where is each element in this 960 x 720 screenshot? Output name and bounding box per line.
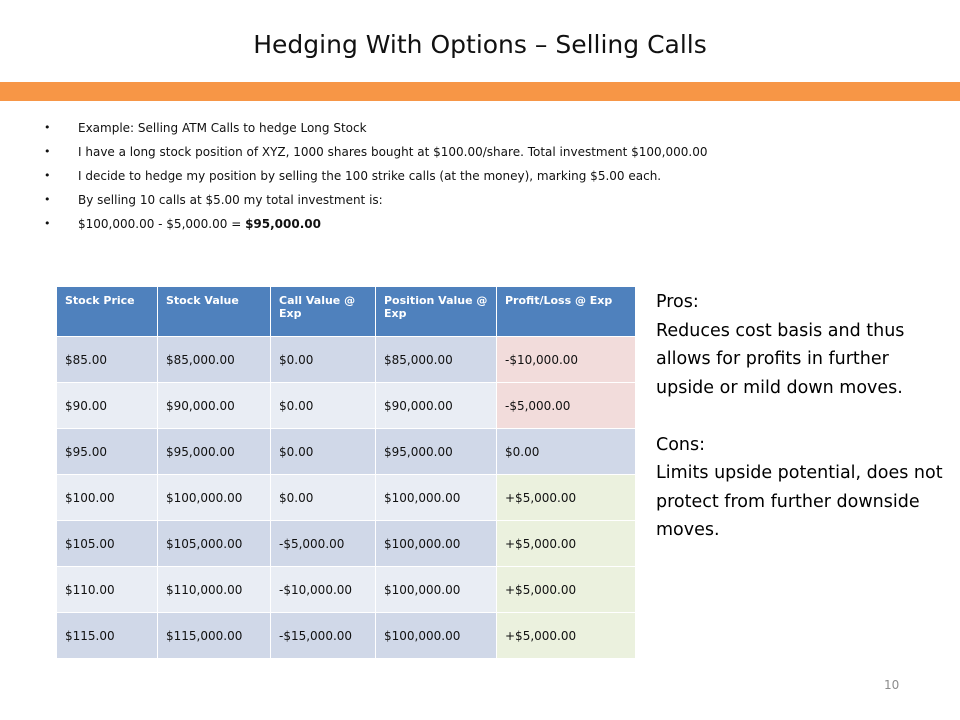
table-cell: $90,000.00 xyxy=(158,383,271,429)
column-header: Profit/Loss @ Exp xyxy=(497,287,636,337)
table-cell: $100,000.00 xyxy=(376,567,497,613)
table-cell: -$15,000.00 xyxy=(271,613,376,659)
table-row xyxy=(57,613,636,659)
table-cell: $90,000.00 xyxy=(376,383,497,429)
bullet-text: By selling 10 calls at $5.00 my total investment is: xyxy=(78,193,383,207)
table-cell: $110.00 xyxy=(57,567,158,613)
pros-heading: Pros: xyxy=(656,292,699,312)
table-cell: $100,000.00 xyxy=(376,613,497,659)
cons-text: Limits upside potential, does not protect from further downside moves. xyxy=(656,463,943,540)
table-cell: $100,000.00 xyxy=(376,521,497,567)
table-cell: $100,000.00 xyxy=(376,475,497,521)
bullet-item xyxy=(44,166,924,190)
profit-loss-cell: +$5,000.00 xyxy=(497,567,636,613)
table-cell: $0.00 xyxy=(271,383,376,429)
bullet-bold-total: $95,000.00 xyxy=(245,217,321,231)
bullet-text: Example: Selling ATM Calls to hedge Long Stock xyxy=(78,121,367,135)
bullet-item xyxy=(44,142,924,166)
bullet-dot-icon: • xyxy=(44,169,51,182)
table-cell: $95.00 xyxy=(57,429,158,475)
table-cell: $95,000.00 xyxy=(158,429,271,475)
profit-loss-cell: +$5,000.00 xyxy=(497,475,636,521)
slide-title: Hedging With Options – Selling Calls xyxy=(253,30,707,59)
table-cell: -$5,000.00 xyxy=(271,521,376,567)
table-row xyxy=(57,383,636,429)
profit-loss-cell: $0.00 xyxy=(497,429,636,475)
table-cell: $115.00 xyxy=(57,613,158,659)
table-row xyxy=(57,567,636,613)
bullet-text: I decide to hedge my position by selling the 100 strike calls (at the money), marking $5.00 each. xyxy=(78,169,662,183)
table-cell: $115,000.00 xyxy=(158,613,271,659)
bullet-item xyxy=(44,190,924,214)
table-cell: $0.00 xyxy=(271,337,376,383)
profit-loss-cell: -$5,000.00 xyxy=(497,383,636,429)
table-cell: $95,000.00 xyxy=(376,429,497,475)
table-row xyxy=(57,521,636,567)
table-cell: $0.00 xyxy=(271,475,376,521)
accent-bar xyxy=(0,82,960,101)
bullet-text: $100,000.00 - $5,000.00 = xyxy=(78,217,246,231)
table-cell: $100.00 xyxy=(57,475,158,521)
table-cell: $105,000.00 xyxy=(158,521,271,567)
bullet-text: I have a long stock position of XYZ, 1000 shares bought at $100.00/share. Total investment $100,000.00 xyxy=(78,145,708,159)
profit-loss-cell: +$5,000.00 xyxy=(497,613,636,659)
bullet-dot-icon: • xyxy=(44,121,51,134)
table-row xyxy=(57,475,636,521)
table-cell: $100,000.00 xyxy=(158,475,271,521)
pros-cons-panel xyxy=(656,288,946,545)
table-header-row xyxy=(57,287,636,337)
profit-loss-table xyxy=(57,287,636,658)
cons-heading: Cons: xyxy=(656,434,706,455)
column-header: Stock Price xyxy=(57,287,158,337)
table-cell: $105.00 xyxy=(57,521,158,567)
profit-loss-cell: +$5,000.00 xyxy=(497,521,636,567)
table-cell: $85,000.00 xyxy=(158,337,271,383)
table-cell: -$10,000.00 xyxy=(271,567,376,613)
column-header: Stock Value xyxy=(158,287,271,337)
table-cell: $110,000.00 xyxy=(158,567,271,613)
column-header: Position Value @ Exp xyxy=(376,287,497,337)
page-number: 10 xyxy=(884,678,900,692)
pros-text: Reduces cost basis and thus allows for profits in further upside or mild down moves. xyxy=(656,320,905,398)
bullet-list xyxy=(44,118,924,238)
bullet-dot-icon: • xyxy=(44,145,51,158)
bullet-item xyxy=(44,214,924,238)
table-row xyxy=(57,429,636,475)
table-cell: $85,000.00 xyxy=(376,337,497,383)
bullet-item xyxy=(44,118,924,142)
bullet-dot-icon: • xyxy=(44,217,51,230)
table-cell: $0.00 xyxy=(271,429,376,475)
bullet-dot-icon: • xyxy=(44,193,51,206)
table-cell: $90.00 xyxy=(57,383,158,429)
table-cell: $85.00 xyxy=(57,337,158,383)
profit-loss-cell: -$10,000.00 xyxy=(497,337,636,383)
table-row xyxy=(57,337,636,383)
column-header: Call Value @ Exp xyxy=(271,287,376,337)
